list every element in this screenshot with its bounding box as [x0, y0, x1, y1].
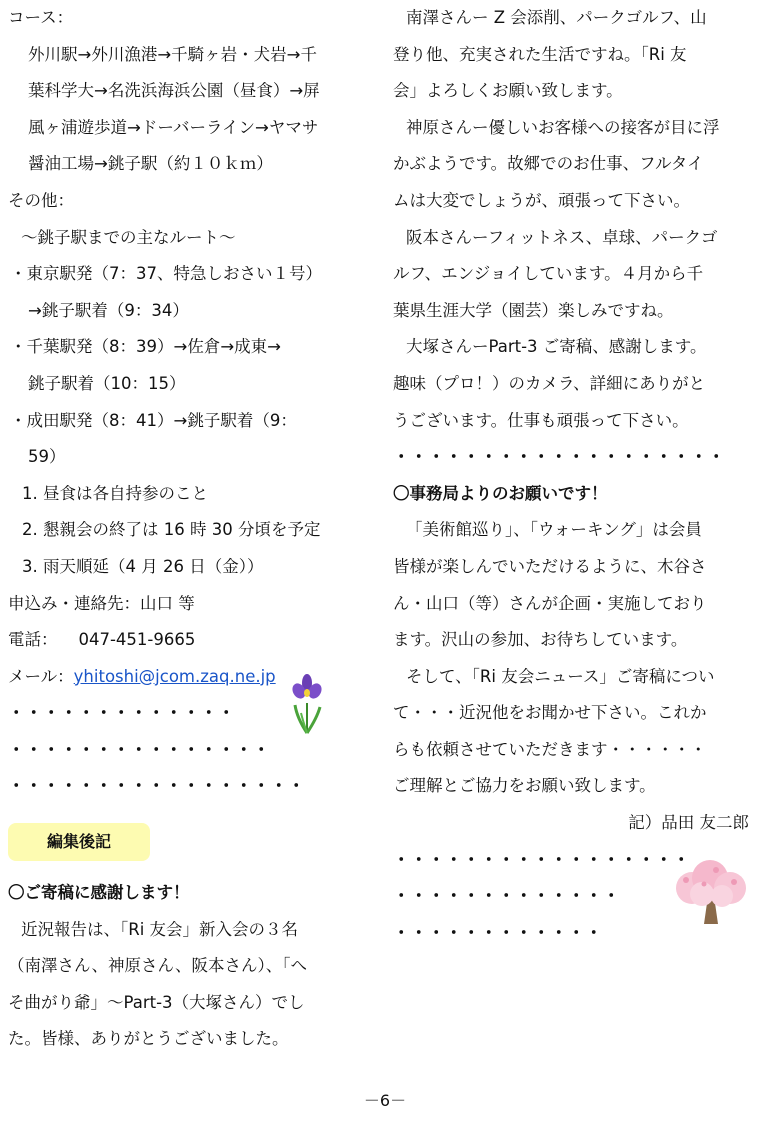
- email-link[interactable]: yhitoshi@jcom.zaq.ne.jp: [73, 666, 276, 686]
- comment-line-6: ムは大変でしょうが、頑張って下さい。: [393, 190, 690, 210]
- thanks-heading: 〇ご寄稿に感謝します！: [8, 883, 190, 903]
- route-1-line-b: →銚子駅着（9：34）: [28, 300, 189, 320]
- route-1-line-a: ・東京駅発（7：37、特急しおさい１号）: [10, 264, 322, 284]
- comment-line-3: 会」よろしくお願い致します。: [393, 81, 623, 101]
- course-line-3: 風ヶ浦遊歩道→ドーバーライン→ヤマサ: [28, 117, 319, 137]
- signature: 記）品田 友二郎: [628, 813, 749, 833]
- office-line-5: そして、「Ri 友会ニュース」ご寄稿につい: [406, 666, 715, 686]
- thanks-line-1: 近況報告は、「Ri 友会」新入会の３名: [21, 919, 299, 939]
- route-2-line-b: 銚子駅着（10：15）: [28, 373, 186, 393]
- comment-line-2: 登り他、充実された生活ですね。「Ri 友: [393, 44, 687, 64]
- email-label: メール：: [8, 666, 74, 686]
- office-line-4: ます。沢山の参加、お待ちしています。: [393, 630, 688, 650]
- office-line-6: て・・・近況他をお聞かせ下さい。これか: [393, 703, 707, 723]
- contact-line: 申込み・連絡先：山口 等: [8, 593, 195, 613]
- course-line-2: 葉科学大→名洗浜海浜公園（昼食）→屏: [28, 81, 320, 101]
- course-label: コース：: [8, 8, 74, 27]
- dot-separator-end-3: ・・・・・・・・・・・・: [393, 922, 603, 942]
- dot-separator-1: ・・・・・・・・・・・・・: [8, 703, 236, 723]
- office-line-7: らも依頼させていただきます・・・・・・: [393, 739, 707, 759]
- left-column: [8, 0, 370, 1058]
- dot-separator-end-2: ・・・・・・・・・・・・・: [393, 886, 621, 906]
- thanks-line-2: （南澤さん、神原さん、阪本さん）、「へ: [8, 956, 307, 976]
- route-3-line-a: ・成田駅発（8：41）→銚子駅着（9：: [10, 410, 297, 430]
- phone-line: [8, 622, 370, 659]
- comment-line-1: 南澤さんー Z 会添削、パークゴルフ、山: [406, 8, 707, 27]
- dot-separator-mid: ・・・・・・・・・・・・・・・・・・・: [393, 447, 726, 467]
- comment-line-12: うございます。仕事も頑張って下さい。: [393, 410, 689, 430]
- dot-separator-3: ・・・・・・・・・・・・・・・・・: [8, 776, 306, 796]
- comment-line-9: 葉県生涯大学（園芸）楽しみですね。: [393, 300, 674, 320]
- course-line-1: 外川駅→外川漁港→千騎ヶ岩・犬岩→千: [28, 44, 317, 64]
- office-line-3: ん・山口（等）さんが企画・実施しており: [393, 593, 707, 613]
- comment-line-10: 大塚さんーPart-3 ご寄稿、感謝します。: [406, 337, 707, 357]
- cherry-blossom-tree-icon: [668, 860, 752, 926]
- thanks-line-3: そ曲がり爺」～Part-3（大塚さん）でし: [8, 992, 305, 1012]
- office-line-2: 皆様が楽しんでいただけるように、木谷さ: [393, 556, 707, 576]
- iris-flower-icon: [287, 673, 327, 735]
- note-3: 3. 雨天順延（4 月 26 日（金））: [22, 556, 264, 576]
- office-line-1: 「美術館巡り」、「ウォーキング」は会員: [406, 520, 702, 540]
- dot-separator-end-1: ・・・・・・・・・・・・・・・・・: [393, 849, 691, 869]
- thanks-line-4: た。皆様、ありがとうございました。: [8, 1029, 289, 1049]
- dot-separator-2: ・・・・・・・・・・・・・・・: [8, 739, 271, 759]
- office-heading: 〇事務局よりのお願いです！: [393, 483, 608, 503]
- other-label: その他：: [8, 190, 74, 210]
- comment-line-8: ルフ、エンジョイしています。４月から千: [393, 264, 704, 284]
- phone-number: 047-451-9665: [78, 630, 196, 650]
- note-2: 2. 懇親会の終了は 16 時 30 分頃を予定: [22, 520, 321, 540]
- route-3-line-b: 59）: [28, 447, 66, 467]
- editor-notes-heading: 編集後記: [8, 823, 150, 861]
- route-heading: ～銚子駅までの主なルート～: [21, 227, 236, 247]
- comment-line-4: 神原さんー優しいお客様への接客が目に浮: [406, 117, 720, 137]
- comment-line-11: 趣味（プロ！）のカメラ、詳細にありがと: [393, 373, 706, 393]
- phone-label: 電話：: [8, 630, 58, 650]
- comment-line-7: 阪本さんーフィットネス、卓球、パークゴ: [406, 227, 718, 247]
- right-column: [393, 0, 763, 951]
- course-line-4: 醤油工場→銚子駅（約１０ｋｍ）: [28, 154, 273, 174]
- route-2-line-a: ・千葉駅発（8：39）→佐倉→成東→: [10, 337, 281, 357]
- office-line-8: ご理解とご協力をお願い致します。: [393, 776, 656, 796]
- page-number: －6－: [363, 1091, 407, 1110]
- comment-line-5: かぶようです。故郷でのお仕事、フルタイ: [393, 154, 704, 174]
- note-1: 1. 昼食は各自持参のこと: [22, 483, 208, 503]
